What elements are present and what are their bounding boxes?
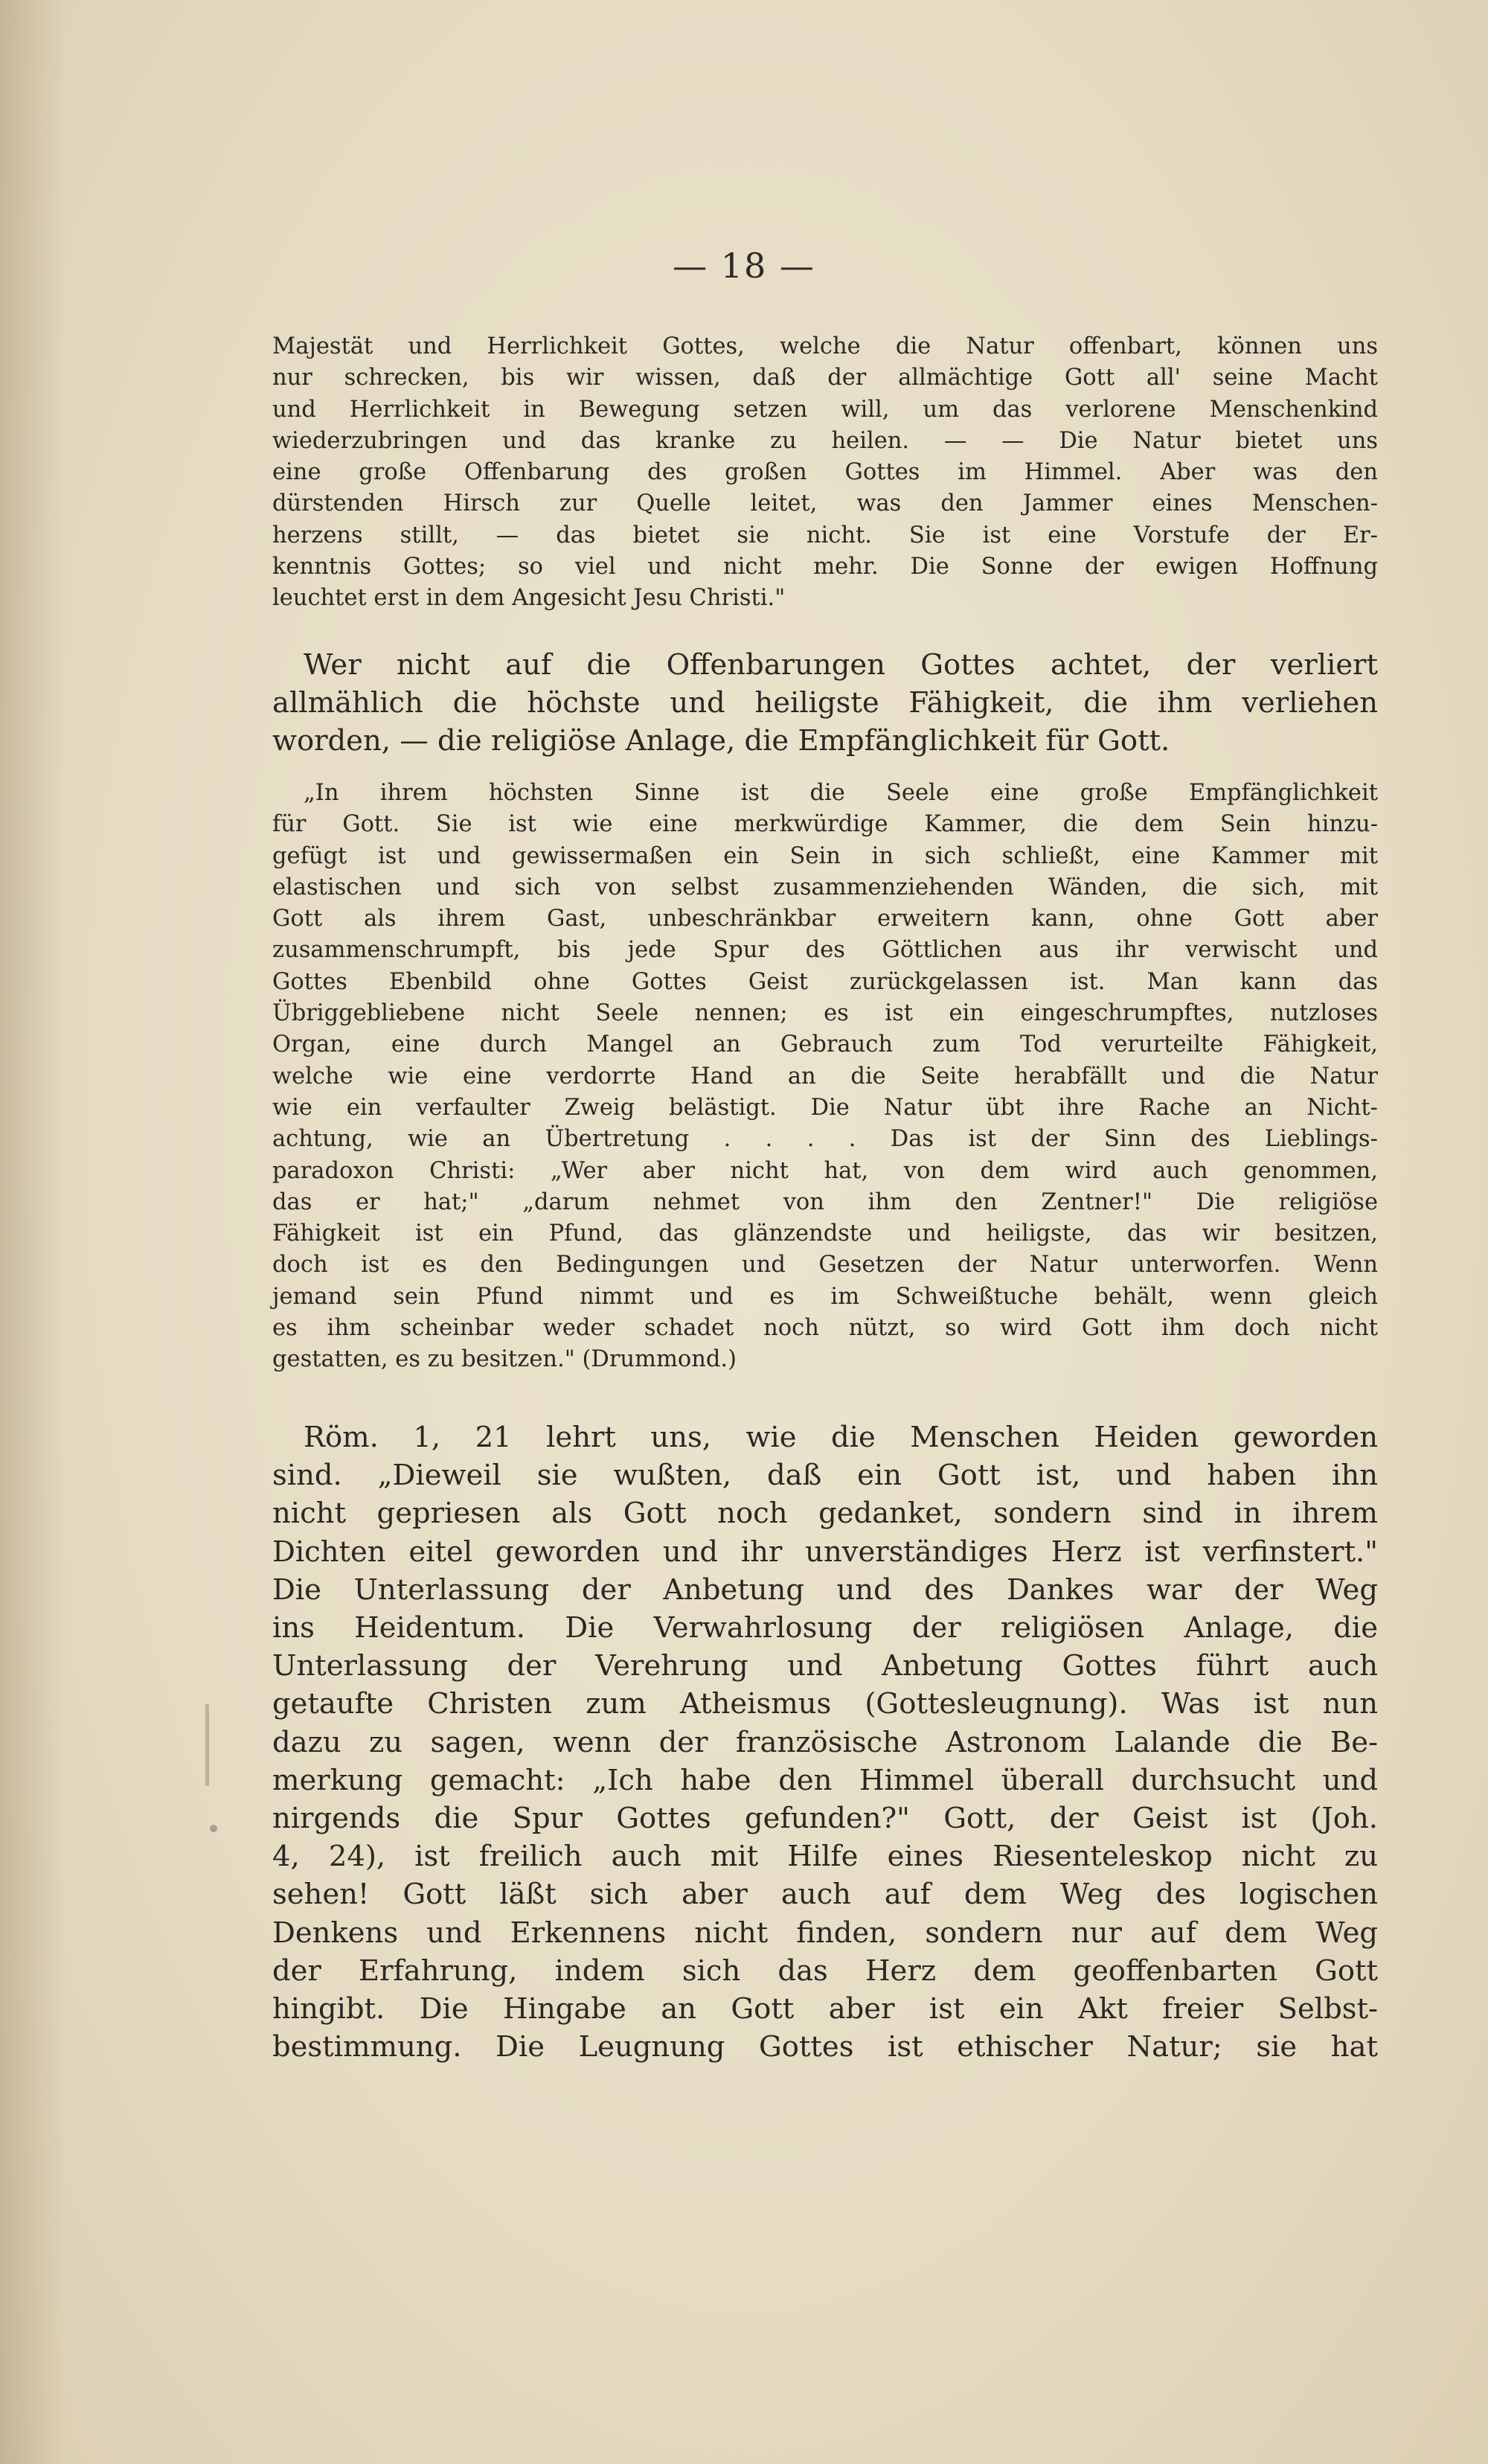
text-line: getaufte Christen zum Atheismus (Gottesleugnung). Was ist nun — [272, 1687, 1378, 1721]
text-line: Gott als ihrem Gast, unbeschränkbar erweitern kann, ohne Gott aber — [272, 906, 1378, 932]
text-line: gefügt ist und gewissermaßen ein Sein in sich schließt, eine Kammer mit — [272, 842, 1378, 869]
text-line: achtung, wie an Übertretung . . . . Das ist der Sinn des Lieblings- — [272, 1126, 1378, 1153]
text-line: nirgends die Spur Gottes gefunden?" Gott, der Geist ist (Joh. — [272, 1802, 1378, 1836]
text-line: dürstenden Hirsch zur Quelle leitet, was den Jammer eines Menschen- — [272, 490, 1378, 517]
main-paragraph-2 — [272, 1418, 1378, 2066]
text-line: Dichten eitel geworden und ihr unverständiges Herz ist verfinstert." — [272, 1535, 1378, 1569]
text-line: allmählich die höchste und heiligste Fähigkeit, die ihm verliehen — [272, 686, 1378, 720]
drummond-quote-paragraph — [272, 778, 1378, 1376]
text-line: Wer nicht auf die Offenbarungen Gottes achtet, der verliert — [304, 648, 1378, 682]
margin-dot-mark — [210, 1825, 217, 1832]
text-line: bestimmung. Die Leugnung Gottes ist ethischer Natur; sie hat — [272, 2030, 1378, 2064]
text-line: kenntnis Gottes; so viel und nicht mehr. Die Sonne der ewigen Hoffnung — [272, 554, 1378, 580]
pencil-margin-mark — [205, 1704, 209, 1786]
text-line: Denkens und Erkennens nicht finden, sondern nur auf dem Weg — [272, 1916, 1378, 1950]
text-line: sind. „Dieweil sie wußten, daß ein Gott ist, und haben ihn — [272, 1459, 1378, 1493]
text-line: Röm. 1, 21 lehrt uns, wie die Menschen Heiden geworden — [304, 1421, 1378, 1454]
text-line: Fähigkeit ist ein Pfund, das glänzendste und heiligste, das wir besitzen, — [272, 1220, 1378, 1247]
text-line: paradoxon Christi: „Wer aber nicht hat, von dem wird auch genommen, — [272, 1157, 1378, 1184]
text-line: jemand sein Pfund nimmt und es im Schweißtuche behält, wenn gleich — [272, 1283, 1378, 1310]
text-line: wie ein verfaulter Zweig belästigt. Die Natur übt ihre Rache an Nicht- — [272, 1094, 1378, 1121]
text-line: merkung gemacht: „Ich habe den Himmel überall durchsucht und — [272, 1763, 1378, 1797]
text-line: elastischen und sich von selbst zusammenziehenden Wänden, die sich, mit — [272, 874, 1378, 900]
text-line: welche wie eine verdorrte Hand an die Seite herabfällt und die Natur — [272, 1063, 1378, 1089]
text-line: herzens stillt, — das bietet sie nicht. Sie ist eine Vorstufe der Er- — [272, 522, 1378, 548]
text-line: Majestät und Herrlichkeit Gottes, welche die Natur offenbart, können uns — [272, 333, 1378, 359]
text-line: gestatten, es zu besitzen." (Drummond.) — [272, 1346, 737, 1373]
quote-continuation-paragraph — [272, 331, 1378, 615]
text-line: ins Heidentum. Die Verwahrlosung der religiösen Anlage, die — [272, 1611, 1378, 1645]
text-line: nur schrecken, bis wir wissen, daß der allmächtige Gott all' seine Macht — [272, 365, 1378, 391]
text-line: Die Unterlassung der Anbetung und des Dankes war der Weg — [272, 1572, 1378, 1607]
text-line: „In ihrem höchsten Sinne ist die Seele eine große Empfänglichkeit — [304, 780, 1378, 806]
text-line: eine große Offenbarung des großen Gottes im Himmel. Aber was den — [272, 459, 1378, 486]
text-line: der Erfahrung, indem sich das Herz dem geoffenbarten Gott — [272, 1953, 1378, 1988]
main-paragraph-1 — [272, 646, 1378, 761]
spine-shadow — [0, 0, 67, 2464]
text-line: Unterlassung der Verehrung und Anbetung Gottes führt auch — [272, 1649, 1378, 1683]
text-line: zusammenschrumpft, bis jede Spur des Göttlichen aus ihr verwischt und — [272, 937, 1378, 964]
text-line: Gottes Ebenbild ohne Gottes Geist zurückgelassen ist. Man kann das — [272, 968, 1378, 995]
page-number: — 18 — — [673, 246, 815, 286]
text-line: Organ, eine durch Mangel an Gebrauch zum Tod verurteilte Fähigkeit, — [272, 1031, 1378, 1058]
text-line: das er hat;" „darum nehmet von ihm den Zentner!" Die religiöse — [272, 1188, 1378, 1215]
text-line: es ihm scheinbar weder schadet noch nützt, so wird Gott ihm doch nicht — [272, 1315, 1378, 1342]
text-line: sehen! Gott läßt sich aber auch auf dem Weg des logischen — [272, 1878, 1378, 1912]
text-line: wiederzubringen und das kranke zu heilen. — — Die Natur bietet uns — [272, 427, 1378, 454]
text-line: worden, — die religiöse Anlage, die Empfänglichkeit für Gott. — [272, 724, 1170, 758]
text-line: hingibt. Die Hingabe an Gott aber ist ein Akt freier Selbst- — [272, 1992, 1378, 2026]
text-line: Übriggebliebene nicht Seele nennen; es ist ein eingeschrumpftes, nutzloses — [272, 1000, 1378, 1027]
text-line: für Gott. Sie ist wie eine merkwürdige Kammer, die dem Sein hinzu- — [272, 811, 1378, 838]
text-line: doch ist es den Bedingungen und Gesetzen der Natur unterworfen. Wenn — [272, 1252, 1378, 1279]
text-line: leuchtet erst in dem Angesicht Jesu Christi." — [272, 585, 786, 612]
text-line: 4, 24), ist freilich auch mit Hilfe eines Riesenteleskop nicht zu — [272, 1840, 1378, 1874]
text-line: nicht gepriesen als Gott noch gedanket, sondern sind in ihrem — [272, 1497, 1378, 1531]
text-line: und Herrlichkeit in Bewegung setzen will, um das verlorene Menschenkind — [272, 396, 1378, 423]
text-line: dazu zu sagen, wenn der französische Astronom Lalande die Be- — [272, 1725, 1378, 1759]
